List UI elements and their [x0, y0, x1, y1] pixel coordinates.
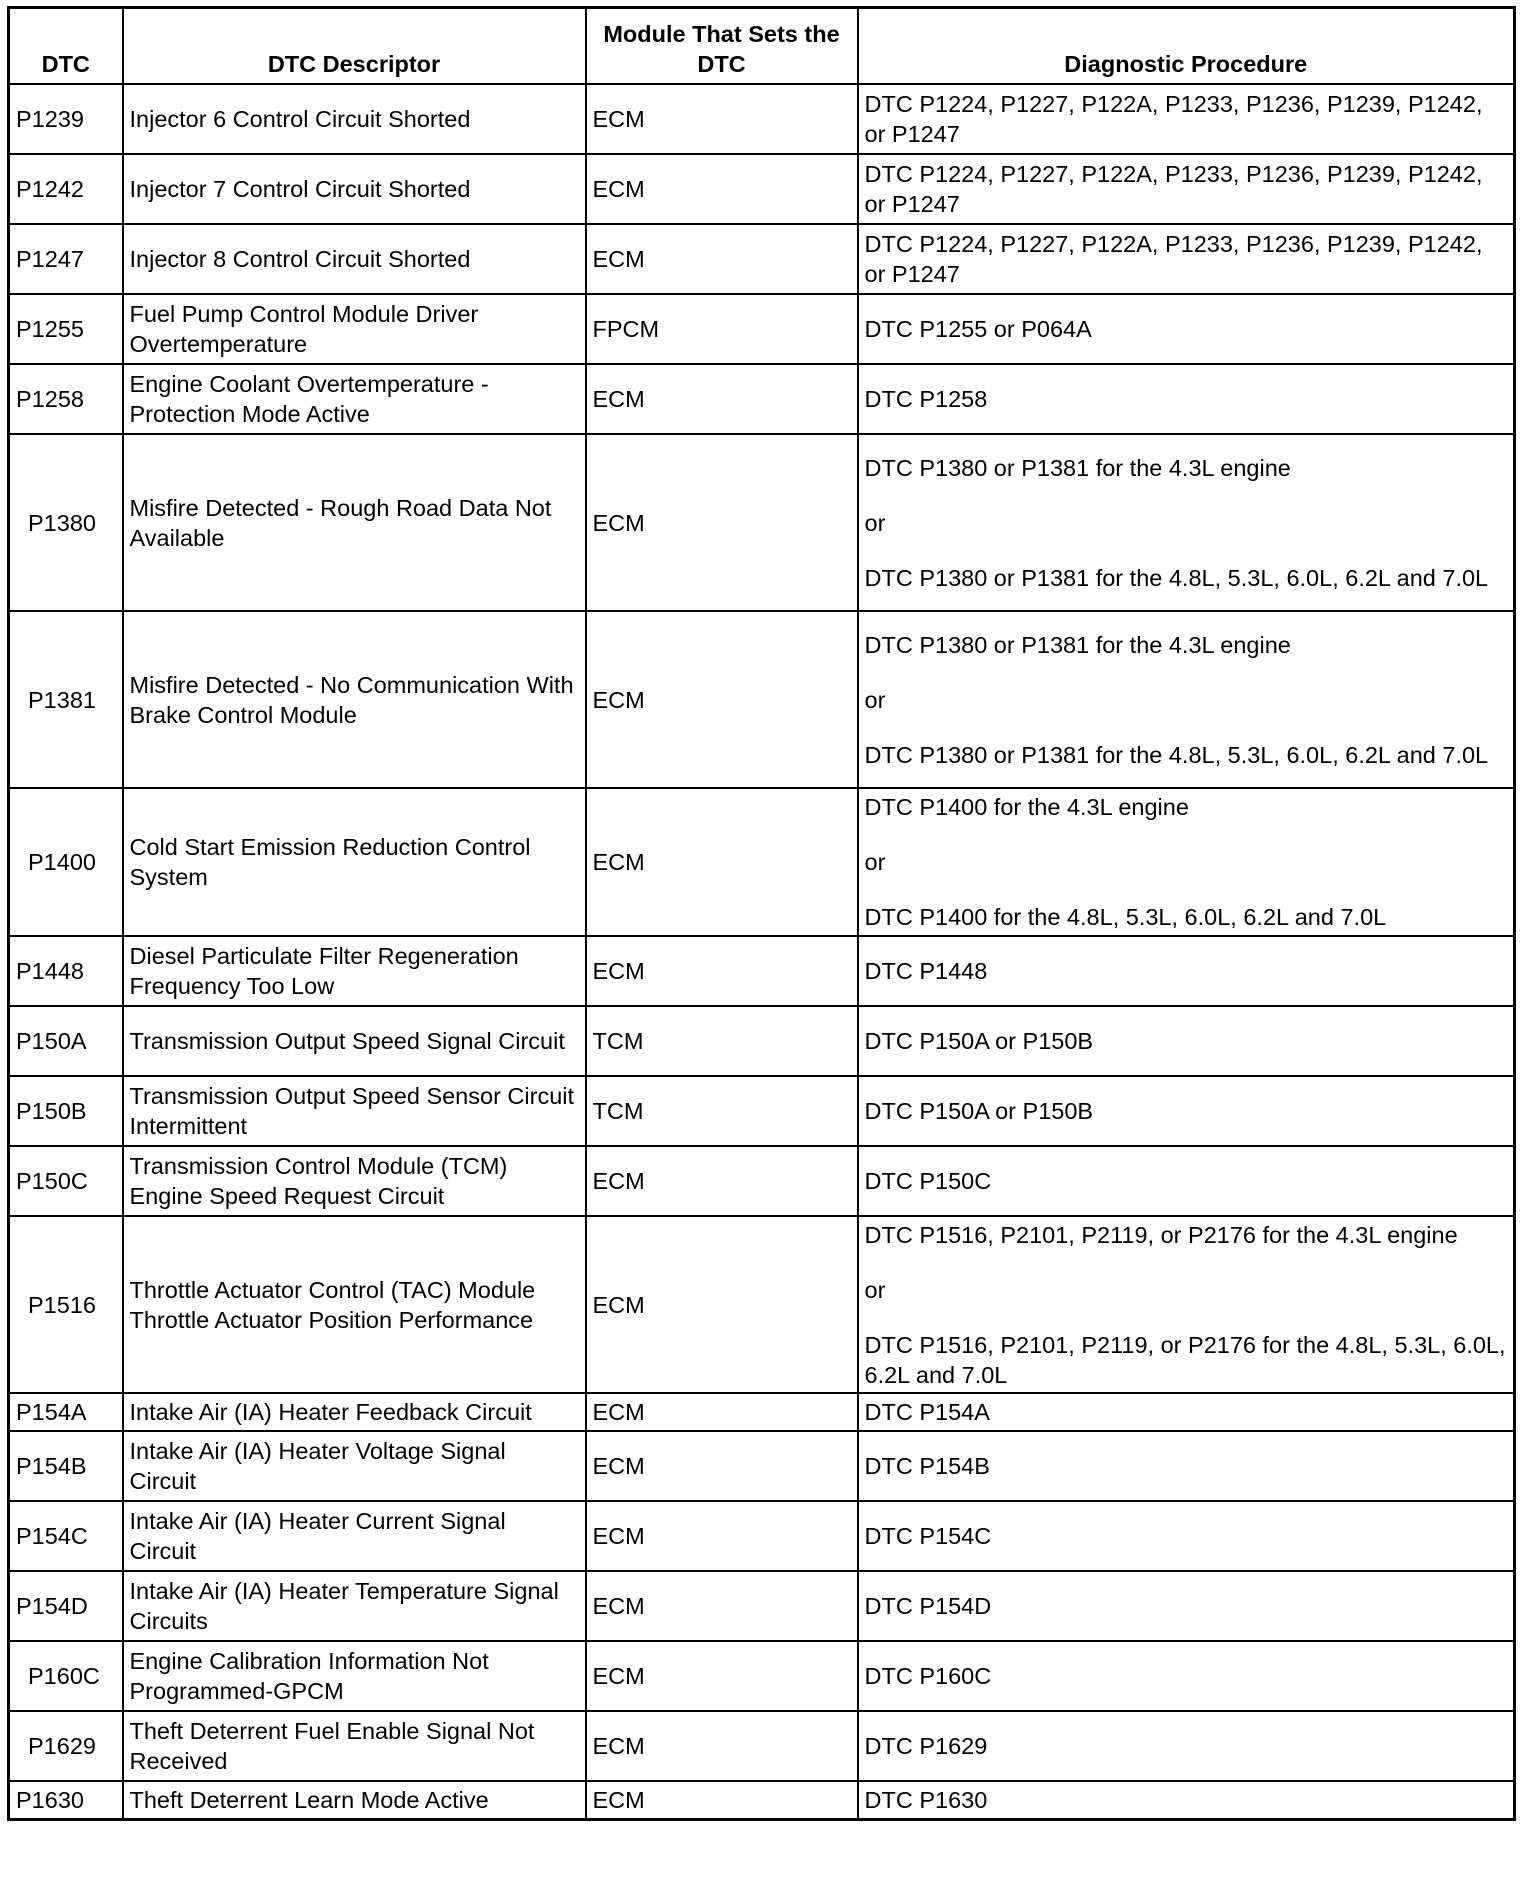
dtc-procedure — [858, 1501, 1515, 1571]
dtc-descriptor: Injector 7 Control Circuit Shorted — [123, 154, 586, 224]
dtc-procedure — [858, 936, 1515, 1006]
dtc-descriptor: Intake Air (IA) Heater Feedback Circuit — [123, 1393, 586, 1431]
dtc-code: P154C — [9, 1501, 123, 1571]
dtc-module: ECM — [586, 224, 858, 294]
dtc-descriptor: Diesel Particulate Filter Regeneration Frequency Too Low — [123, 936, 586, 1006]
procedure-line: DTC P1224, P1227, P122A, P1233, P1236, P1239, P1242, or P1247 — [864, 161, 1483, 217]
procedure-line: DTC P160C — [864, 1663, 992, 1689]
dtc-code: P1242 — [9, 154, 123, 224]
dtc-procedure — [858, 788, 1515, 936]
procedure-line: DTC P150A or P150B — [864, 1028, 1094, 1054]
table-row — [9, 224, 1515, 294]
table-row — [9, 364, 1515, 434]
dtc-module: ECM — [586, 1393, 858, 1431]
dtc-module: ECM — [586, 364, 858, 434]
header-module: Module That Sets the DTC — [586, 8, 858, 85]
table-row — [9, 1781, 1515, 1820]
dtc-module: ECM — [586, 1781, 858, 1820]
procedure-line: DTC P150A or P150B — [864, 1098, 1094, 1124]
dtc-procedure — [858, 1711, 1515, 1781]
procedure-line: DTC P1224, P1227, P122A, P1233, P1236, P1239, P1242, or P1247 — [864, 91, 1483, 147]
dtc-descriptor: Injector 8 Control Circuit Shorted — [123, 224, 586, 294]
dtc-descriptor: Cold Start Emission Reduction Control System — [123, 788, 586, 936]
dtc-procedure — [858, 364, 1515, 434]
dtc-code: P1381 — [9, 611, 123, 788]
procedure-line: or — [864, 509, 886, 536]
procedure-line: DTC P1258 — [864, 386, 988, 412]
dtc-descriptor: Misfire Detected - No Communication With Brake Control Module — [123, 611, 586, 788]
table-row — [9, 1711, 1515, 1781]
dtc-module: ECM — [586, 1501, 858, 1571]
dtc-module: FPCM — [586, 294, 858, 364]
procedure-line: DTC P1629 — [864, 1733, 988, 1759]
dtc-descriptor: Fuel Pump Control Module Driver Overtemperature — [123, 294, 586, 364]
dtc-procedure — [858, 224, 1515, 294]
table-header-row — [9, 8, 1515, 85]
table-row — [9, 1006, 1515, 1076]
dtc-code: P150B — [9, 1076, 123, 1146]
dtc-module: ECM — [586, 84, 858, 154]
dtc-module: ECM — [586, 1711, 858, 1781]
dtc-descriptor: Engine Calibration Information Not Programmed-GPCM — [123, 1641, 586, 1711]
table-row — [9, 84, 1515, 154]
table-row — [9, 1076, 1515, 1146]
dtc-module: ECM — [586, 1431, 858, 1501]
dtc-procedure — [858, 1431, 1515, 1501]
dtc-code: P1239 — [9, 84, 123, 154]
dtc-module: ECM — [586, 154, 858, 224]
dtc-descriptor: Engine Coolant Overtemperature - Protection Mode Active — [123, 364, 586, 434]
dtc-procedure — [858, 1076, 1515, 1146]
procedure-line: DTC P154A — [864, 1399, 990, 1425]
dtc-descriptor: Intake Air (IA) Heater Voltage Signal Circuit — [123, 1431, 586, 1501]
procedure-line: DTC P154C — [864, 1523, 992, 1549]
dtc-module: ECM — [586, 1641, 858, 1711]
dtc-module: ECM — [586, 611, 858, 788]
dtc-code: P160C — [9, 1641, 123, 1711]
dtc-descriptor: Theft Deterrent Learn Mode Active — [123, 1781, 586, 1820]
table-row — [9, 1431, 1515, 1501]
dtc-code: P150A — [9, 1006, 123, 1076]
dtc-descriptor: Injector 6 Control Circuit Shorted — [123, 84, 586, 154]
table-row — [9, 154, 1515, 224]
dtc-code: P1516 — [9, 1216, 123, 1393]
table-row — [9, 1146, 1515, 1216]
dtc-procedure — [858, 154, 1515, 224]
dtc-code: P1380 — [9, 434, 123, 611]
dtc-procedure — [858, 84, 1515, 154]
header-procedure: Diagnostic Procedure — [858, 8, 1515, 85]
dtc-descriptor: Misfire Detected - Rough Road Data Not Available — [123, 434, 586, 611]
dtc-code: P154B — [9, 1431, 123, 1501]
table-row — [9, 936, 1515, 1006]
procedure-line: DTC P150C — [864, 1168, 992, 1194]
header-descriptor: DTC Descriptor — [123, 8, 586, 85]
dtc-procedure — [858, 1781, 1515, 1820]
procedure-line: DTC P1255 or P064A — [864, 316, 1092, 342]
procedure-line: DTC P1516, P2101, P2119, or P2176 for the 4.3L engine — [864, 1221, 1458, 1248]
dtc-module: ECM — [586, 1571, 858, 1641]
header-dtc: DTC — [9, 8, 123, 85]
table-row — [9, 1641, 1515, 1711]
dtc-module: ECM — [586, 1216, 858, 1393]
procedure-line: DTC P1400 for the 4.8L, 5.3L, 6.0L, 6.2L and 7.0L — [864, 904, 1387, 930]
dtc-code: P1630 — [9, 1781, 123, 1820]
procedure-line: DTC P154B — [864, 1453, 990, 1479]
table-row — [9, 294, 1515, 364]
table-row — [9, 434, 1515, 611]
dtc-code: P1400 — [9, 788, 123, 936]
dtc-module: TCM — [586, 1006, 858, 1076]
procedure-line: DTC P1448 — [864, 958, 988, 984]
procedure-line: DTC P154D — [864, 1593, 992, 1619]
dtc-procedure — [858, 294, 1515, 364]
table-row — [9, 788, 1515, 936]
dtc-procedure — [858, 1006, 1515, 1076]
dtc-descriptor: Transmission Output Speed Sensor Circuit Intermittent — [123, 1076, 586, 1146]
dtc-module: ECM — [586, 788, 858, 936]
procedure-line: DTC P1380 or P1381 for the 4.8L, 5.3L, 6.0L, 6.2L and 7.0L — [864, 741, 1489, 768]
dtc-procedure — [858, 1571, 1515, 1641]
dtc-descriptor: Intake Air (IA) Heater Current Signal Circuit — [123, 1501, 586, 1571]
dtc-procedure — [858, 1216, 1515, 1393]
dtc-procedure — [858, 611, 1515, 788]
dtc-code: P1629 — [9, 1711, 123, 1781]
procedure-line: DTC P1224, P1227, P122A, P1233, P1236, P1239, P1242, or P1247 — [864, 231, 1483, 287]
dtc-module: TCM — [586, 1076, 858, 1146]
dtc-descriptor: Throttle Actuator Control (TAC) Module Throttle Actuator Position Performance — [123, 1216, 586, 1393]
table-row — [9, 1216, 1515, 1393]
procedure-line: DTC P1400 for the 4.3L engine — [864, 794, 1189, 820]
procedure-line: or — [864, 1276, 886, 1303]
table-row — [9, 1501, 1515, 1571]
dtc-code: P1255 — [9, 294, 123, 364]
dtc-descriptor: Theft Deterrent Fuel Enable Signal Not Received — [123, 1711, 586, 1781]
procedure-line: or — [864, 849, 886, 875]
dtc-module: ECM — [586, 936, 858, 1006]
dtc-descriptor: Intake Air (IA) Heater Temperature Signal Circuits — [123, 1571, 586, 1641]
dtc-code: P150C — [9, 1146, 123, 1216]
table-row — [9, 1571, 1515, 1641]
dtc-module: ECM — [586, 1146, 858, 1216]
dtc-descriptor: Transmission Output Speed Signal Circuit — [123, 1006, 586, 1076]
dtc-code: P1247 — [9, 224, 123, 294]
procedure-line: DTC P1516, P2101, P2119, or P2176 for the 4.8L, 5.3L, 6.0L, 6.2L and 7.0L — [864, 1331, 1506, 1388]
table-row — [9, 611, 1515, 788]
dtc-code: P154A — [9, 1393, 123, 1431]
dtc-module: ECM — [586, 434, 858, 611]
dtc-procedure — [858, 434, 1515, 611]
procedure-line: DTC P1380 or P1381 for the 4.3L engine — [864, 631, 1291, 658]
dtc-procedure — [858, 1146, 1515, 1216]
dtc-code: P1448 — [9, 936, 123, 1006]
dtc-code: P154D — [9, 1571, 123, 1641]
dtc-descriptor: Transmission Control Module (TCM) Engine Speed Request Circuit — [123, 1146, 586, 1216]
dtc-procedure — [858, 1641, 1515, 1711]
procedure-line: DTC P1630 — [864, 1787, 988, 1813]
procedure-line: or — [864, 686, 886, 713]
dtc-code: P1258 — [9, 364, 123, 434]
procedure-line: DTC P1380 or P1381 for the 4.3L engine — [864, 454, 1291, 481]
dtc-procedure — [858, 1393, 1515, 1431]
dtc-table — [7, 6, 1516, 1821]
procedure-line: DTC P1380 or P1381 for the 4.8L, 5.3L, 6.0L, 6.2L and 7.0L — [864, 564, 1489, 591]
table-row — [9, 1393, 1515, 1431]
